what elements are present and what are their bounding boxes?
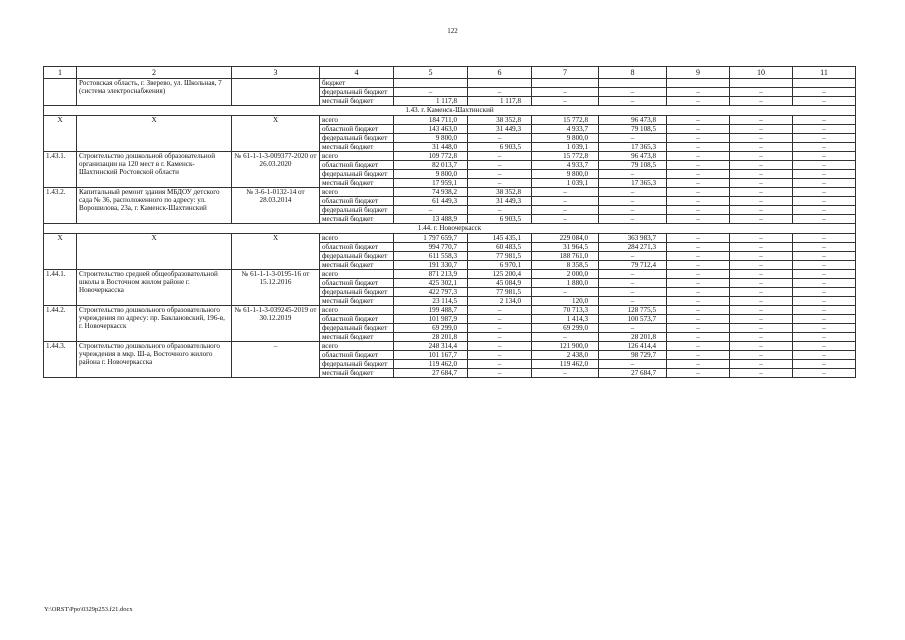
- funding-source: областной бюджет: [320, 315, 394, 324]
- header-row: [44, 67, 856, 79]
- amount-cell: –: [599, 270, 667, 279]
- amount-cell: –: [468, 342, 532, 351]
- amount-cell: –: [730, 88, 793, 97]
- funding-source: местный бюджет: [320, 261, 394, 270]
- amount-cell: –: [793, 188, 856, 197]
- amount-cell: –: [667, 234, 730, 243]
- amount-cell: –: [667, 179, 730, 188]
- amount-cell: –: [793, 315, 856, 324]
- table-row: [44, 306, 856, 315]
- amount-cell: [468, 79, 532, 88]
- item-number: 1.43.1.: [44, 152, 77, 188]
- amount-cell: [532, 79, 599, 88]
- amount-cell: –: [468, 179, 532, 188]
- amount-cell: 8 358,5: [532, 261, 599, 270]
- amount-cell: –: [730, 261, 793, 270]
- amount-cell: 79 108,5: [599, 161, 667, 170]
- funding-source: областной бюджет: [320, 125, 394, 134]
- amount-cell: 69 299,0: [394, 324, 468, 333]
- table-row: [44, 152, 856, 161]
- amount-cell: 1 117,8: [394, 97, 468, 106]
- amount-cell: 82 013,7: [394, 161, 468, 170]
- project-document: Х: [232, 234, 320, 270]
- amount-cell: 284 271,3: [599, 243, 667, 252]
- amount-cell: –: [394, 206, 468, 215]
- amount-cell: –: [730, 215, 793, 224]
- funding-source: федеральный бюджет: [320, 252, 394, 261]
- object-name: Х: [77, 234, 232, 270]
- section-title: 1.43. г. Каменск-Шахтинский: [44, 106, 856, 116]
- amount-cell: 77 981,5: [468, 288, 532, 297]
- funding-source: федеральный бюджет: [320, 324, 394, 333]
- page-number: 122: [447, 27, 458, 35]
- amount-cell: –: [793, 179, 856, 188]
- amount-cell: –: [793, 125, 856, 134]
- amount-cell: 31 448,0: [394, 143, 468, 152]
- amount-cell: –: [667, 134, 730, 143]
- amount-cell: –: [730, 134, 793, 143]
- file-path-footer: Y:\ORST\Ppo\0329p253.f21.docx: [44, 606, 133, 613]
- funding-source: федеральный бюджет: [320, 360, 394, 369]
- amount-cell: –: [667, 306, 730, 315]
- object-name: Строительство дошкольного образовательного учреждения в мкр. Ш-а, Восточного жилого района г. Новочеркасска: [77, 342, 232, 378]
- amount-cell: 17 365,3: [599, 143, 667, 152]
- table-row: [44, 270, 856, 279]
- amount-cell: 125 200,4: [468, 270, 532, 279]
- amount-cell: 100 573,7: [599, 315, 667, 324]
- amount-cell: –: [667, 197, 730, 206]
- funding-source: федеральный бюджет: [320, 170, 394, 179]
- funding-source: областной бюджет: [320, 243, 394, 252]
- amount-cell: –: [468, 306, 532, 315]
- amount-cell: –: [730, 270, 793, 279]
- amount-cell: –: [667, 152, 730, 161]
- funding-source: всего: [320, 152, 394, 161]
- amount-cell: –: [599, 252, 667, 261]
- amount-cell: 1 117,8: [468, 97, 532, 106]
- amount-cell: 363 983,7: [599, 234, 667, 243]
- table-row: [44, 79, 856, 88]
- amount-cell: –: [730, 333, 793, 342]
- object-name: Строительство дошкольной образовательной организации на 120 мест в г. Каменск-Шахтинский Ростовской области: [77, 152, 232, 188]
- amount-cell: –: [793, 252, 856, 261]
- amount-cell: 994 770,7: [394, 243, 468, 252]
- amount-cell: –: [793, 360, 856, 369]
- amount-cell: –: [793, 279, 856, 288]
- amount-cell: 191 330,7: [394, 261, 468, 270]
- amount-cell: 70 713,3: [532, 306, 599, 315]
- funding-source: областной бюджет: [320, 197, 394, 206]
- amount-cell: 17 365,3: [599, 179, 667, 188]
- funding-source: всего: [320, 270, 394, 279]
- project-document: № 3-6-1-0132-14 от 28.03.2014: [232, 188, 320, 224]
- amount-cell: 121 900,0: [532, 342, 599, 351]
- amount-cell: [730, 79, 793, 88]
- amount-cell: 6 903,5: [468, 143, 532, 152]
- amount-cell: 422 797,3: [394, 288, 468, 297]
- amount-cell: –: [793, 161, 856, 170]
- amount-cell: 1 414,3: [532, 315, 599, 324]
- amount-cell: 119 462,0: [394, 360, 468, 369]
- item-number: 1.43.2.: [44, 188, 77, 224]
- amount-cell: 96 473,8: [599, 152, 667, 161]
- section-title: 1.44. г. Новочеркасск: [44, 224, 856, 234]
- item-number: [44, 79, 77, 106]
- amount-cell: 119 462,0: [532, 360, 599, 369]
- amount-cell: –: [667, 88, 730, 97]
- amount-cell: 6 970,1: [468, 261, 532, 270]
- amount-cell: –: [599, 324, 667, 333]
- amount-cell: –: [730, 315, 793, 324]
- project-document: –: [232, 342, 320, 378]
- amount-cell: 109 772,8: [394, 152, 468, 161]
- amount-cell: –: [730, 206, 793, 215]
- section-row: [44, 224, 856, 234]
- funding-source: всего: [320, 116, 394, 125]
- amount-cell: –: [730, 161, 793, 170]
- amount-cell: –: [793, 116, 856, 125]
- amount-cell: –: [468, 360, 532, 369]
- amount-cell: –: [468, 333, 532, 342]
- funding-source: местный бюджет: [320, 369, 394, 378]
- amount-cell: 248 314,4: [394, 342, 468, 351]
- amount-cell: –: [730, 170, 793, 179]
- amount-cell: –: [468, 351, 532, 360]
- amount-cell: –: [667, 297, 730, 306]
- amount-cell: –: [667, 288, 730, 297]
- amount-cell: 31 449,3: [468, 197, 532, 206]
- amount-cell: –: [667, 252, 730, 261]
- amount-cell: –: [793, 134, 856, 143]
- project-document: № 61-1-1-3-0195-16 от 15.12.2016: [232, 270, 320, 306]
- amount-cell: 188 761,0: [532, 252, 599, 261]
- column-number: 9: [667, 67, 730, 79]
- amount-cell: 45 084,9: [468, 279, 532, 288]
- amount-cell: –: [667, 125, 730, 134]
- amount-cell: –: [730, 243, 793, 252]
- amount-cell: [394, 79, 468, 88]
- amount-cell: –: [730, 306, 793, 315]
- funding-source: всего: [320, 234, 394, 243]
- item-number: Х: [44, 116, 77, 152]
- amount-cell: –: [730, 197, 793, 206]
- funding-source: всего: [320, 306, 394, 315]
- item-number: 1.44.1.: [44, 270, 77, 306]
- amount-cell: –: [793, 97, 856, 106]
- item-number: 1.44.2.: [44, 306, 77, 342]
- object-name: Х: [77, 116, 232, 152]
- amount-cell: –: [793, 170, 856, 179]
- amount-cell: 98 729,7: [599, 351, 667, 360]
- amount-cell: 120,0: [532, 297, 599, 306]
- amount-cell: –: [468, 206, 532, 215]
- amount-cell: –: [532, 97, 599, 106]
- funding-source: федеральный бюджет: [320, 88, 394, 97]
- amount-cell: –: [468, 324, 532, 333]
- amount-cell: –: [667, 315, 730, 324]
- amount-cell: –: [730, 351, 793, 360]
- amount-cell: 6 903,5: [468, 215, 532, 224]
- amount-cell: 13 488,9: [394, 215, 468, 224]
- amount-cell: 1 039,1: [532, 143, 599, 152]
- funding-source: областной бюджет: [320, 161, 394, 170]
- amount-cell: –: [599, 88, 667, 97]
- amount-cell: –: [730, 97, 793, 106]
- amount-cell: –: [793, 270, 856, 279]
- amount-cell: –: [468, 134, 532, 143]
- amount-cell: 28 201,8: [599, 333, 667, 342]
- amount-cell: –: [468, 315, 532, 324]
- amount-cell: 60 483,5: [468, 243, 532, 252]
- item-number: 1.44.3.: [44, 342, 77, 378]
- amount-cell: –: [667, 342, 730, 351]
- amount-cell: –: [730, 152, 793, 161]
- budget-table: [43, 66, 856, 378]
- amount-cell: –: [793, 215, 856, 224]
- object-name: Капитальный ремонт здания МБДОУ детского сада № 36, расположенного по адресу: ул. Ворошилова, 23а, г. Каменск-Шахтинский: [77, 188, 232, 224]
- amount-cell: 27 684,7: [394, 369, 468, 378]
- column-number: 7: [532, 67, 599, 79]
- amount-cell: 425 302,1: [394, 279, 468, 288]
- column-number: 4: [320, 67, 394, 79]
- amount-cell: 4 933,7: [532, 161, 599, 170]
- amount-cell: –: [793, 152, 856, 161]
- amount-cell: –: [599, 188, 667, 197]
- amount-cell: –: [793, 333, 856, 342]
- amount-cell: –: [599, 279, 667, 288]
- amount-cell: –: [532, 288, 599, 297]
- funding-source: всего: [320, 342, 394, 351]
- amount-cell: –: [793, 143, 856, 152]
- amount-cell: 2 438,0: [532, 351, 599, 360]
- amount-cell: –: [394, 88, 468, 97]
- funding-source: всего: [320, 188, 394, 197]
- amount-cell: 229 084,0: [532, 234, 599, 243]
- column-number: 6: [468, 67, 532, 79]
- amount-cell: –: [599, 206, 667, 215]
- column-number: 5: [394, 67, 468, 79]
- amount-cell: –: [532, 369, 599, 378]
- amount-cell: 17 959,1: [394, 179, 468, 188]
- amount-cell: 145 435,1: [468, 234, 532, 243]
- table-row: [44, 234, 856, 243]
- amount-cell: –: [599, 288, 667, 297]
- amount-cell: –: [793, 88, 856, 97]
- funding-source: федеральный бюджет: [320, 206, 394, 215]
- project-document: [232, 79, 320, 106]
- amount-cell: –: [667, 97, 730, 106]
- amount-cell: –: [599, 170, 667, 179]
- funding-source: областной бюджет: [320, 279, 394, 288]
- amount-cell: 31 449,3: [468, 125, 532, 134]
- column-number: 8: [599, 67, 667, 79]
- amount-cell: –: [730, 288, 793, 297]
- funding-source: местный бюджет: [320, 297, 394, 306]
- amount-cell: 101 167,7: [394, 351, 468, 360]
- amount-cell: –: [667, 161, 730, 170]
- amount-cell: –: [730, 342, 793, 351]
- amount-cell: –: [532, 333, 599, 342]
- amount-cell: 1 880,0: [532, 279, 599, 288]
- amount-cell: –: [793, 243, 856, 252]
- amount-cell: 79 108,5: [599, 125, 667, 134]
- amount-cell: 128 775,5: [599, 306, 667, 315]
- amount-cell: –: [793, 206, 856, 215]
- amount-cell: 199 488,7: [394, 306, 468, 315]
- amount-cell: –: [793, 197, 856, 206]
- funding-source: местный бюджет: [320, 179, 394, 188]
- amount-cell: 28 201,8: [394, 333, 468, 342]
- amount-cell: –: [667, 360, 730, 369]
- amount-cell: –: [667, 324, 730, 333]
- amount-cell: 611 558,3: [394, 252, 468, 261]
- column-number: 10: [730, 67, 793, 79]
- amount-cell: 101 987,9: [394, 315, 468, 324]
- amount-cell: 1 797 659,7: [394, 234, 468, 243]
- table-row: [44, 342, 856, 351]
- funding-source: местный бюджет: [320, 215, 394, 224]
- object-name: Строительство дошкольного образовательного учреждения по адресу: пр. Баклановский, 196-в, г. Новочеркасск: [77, 306, 232, 342]
- amount-cell: –: [730, 324, 793, 333]
- amount-cell: –: [532, 197, 599, 206]
- amount-cell: –: [468, 161, 532, 170]
- amount-cell: –: [793, 342, 856, 351]
- amount-cell: –: [532, 188, 599, 197]
- amount-cell: –: [793, 234, 856, 243]
- amount-cell: –: [793, 324, 856, 333]
- amount-cell: –: [730, 234, 793, 243]
- column-number: 1: [44, 67, 77, 79]
- amount-cell: –: [667, 116, 730, 125]
- funding-source: федеральный бюджет: [320, 134, 394, 143]
- amount-cell: 126 414,4: [599, 342, 667, 351]
- amount-cell: 9 800,0: [394, 134, 468, 143]
- column-number: 2: [77, 67, 232, 79]
- funding-source: бюджет: [320, 79, 394, 88]
- amount-cell: –: [599, 360, 667, 369]
- amount-cell: –: [730, 125, 793, 134]
- project-document: № 61-1-1-3-009377-2020 от 26.03.2020: [232, 152, 320, 188]
- column-number: 11: [793, 67, 856, 79]
- amount-cell: 2 134,0: [468, 297, 532, 306]
- amount-cell: –: [793, 306, 856, 315]
- amount-cell: –: [599, 297, 667, 306]
- amount-cell: 9 800,0: [532, 134, 599, 143]
- amount-cell: –: [599, 197, 667, 206]
- object-name: Ростовская область, г. Зверево, ул. Школьная, 7 (система электроснабжения): [77, 79, 232, 106]
- amount-cell: –: [468, 88, 532, 97]
- amount-cell: –: [667, 270, 730, 279]
- amount-cell: –: [667, 351, 730, 360]
- amount-cell: –: [599, 97, 667, 106]
- project-document: Х: [232, 116, 320, 152]
- amount-cell: [793, 79, 856, 88]
- amount-cell: 15 772,8: [532, 152, 599, 161]
- amount-cell: –: [730, 179, 793, 188]
- amount-cell: 69 299,0: [532, 324, 599, 333]
- amount-cell: –: [793, 351, 856, 360]
- amount-cell: 38 352,8: [468, 116, 532, 125]
- amount-cell: 38 352,8: [468, 188, 532, 197]
- amount-cell: –: [667, 188, 730, 197]
- item-number: Х: [44, 234, 77, 270]
- amount-cell: 23 114,5: [394, 297, 468, 306]
- amount-cell: 1 039,1: [532, 179, 599, 188]
- amount-cell: –: [730, 116, 793, 125]
- amount-cell: –: [730, 369, 793, 378]
- amount-cell: –: [667, 243, 730, 252]
- amount-cell: –: [667, 261, 730, 270]
- amount-cell: –: [532, 206, 599, 215]
- amount-cell: 15 772,8: [532, 116, 599, 125]
- amount-cell: 9 800,0: [394, 170, 468, 179]
- column-number: 3: [232, 67, 320, 79]
- amount-cell: 79 712,4: [599, 261, 667, 270]
- amount-cell: –: [667, 215, 730, 224]
- amount-cell: –: [730, 143, 793, 152]
- amount-cell: 96 473,8: [599, 116, 667, 125]
- amount-cell: –: [793, 288, 856, 297]
- amount-cell: –: [730, 188, 793, 197]
- amount-cell: 77 981,5: [468, 252, 532, 261]
- amount-cell: –: [667, 333, 730, 342]
- funding-source: федеральный бюджет: [320, 288, 394, 297]
- table-row: [44, 116, 856, 125]
- funding-source: местный бюджет: [320, 333, 394, 342]
- amount-cell: [667, 79, 730, 88]
- amount-cell: –: [730, 279, 793, 288]
- amount-cell: –: [730, 297, 793, 306]
- amount-cell: 74 938,2: [394, 188, 468, 197]
- amount-cell: –: [667, 279, 730, 288]
- amount-cell: –: [468, 170, 532, 179]
- amount-cell: –: [532, 88, 599, 97]
- amount-cell: –: [793, 369, 856, 378]
- amount-cell: 27 684,7: [599, 369, 667, 378]
- amount-cell: 31 964,5: [532, 243, 599, 252]
- amount-cell: –: [599, 215, 667, 224]
- amount-cell: –: [730, 360, 793, 369]
- amount-cell: –: [667, 170, 730, 179]
- amount-cell: –: [667, 206, 730, 215]
- project-document: № 61-1-1-3-039245-2019 от 30.12.2019: [232, 306, 320, 342]
- amount-cell: [599, 79, 667, 88]
- amount-cell: –: [468, 369, 532, 378]
- amount-cell: –: [667, 369, 730, 378]
- amount-cell: –: [730, 252, 793, 261]
- amount-cell: 871 213,9: [394, 270, 468, 279]
- amount-cell: –: [793, 261, 856, 270]
- amount-cell: –: [599, 134, 667, 143]
- funding-source: местный бюджет: [320, 97, 394, 106]
- amount-cell: 143 463,0: [394, 125, 468, 134]
- amount-cell: –: [793, 297, 856, 306]
- amount-cell: 2 000,0: [532, 270, 599, 279]
- amount-cell: 184 711,0: [394, 116, 468, 125]
- object-name: Строительство средней общеобразовательной школы в Восточном жилом районе г. Новочеркасска: [77, 270, 232, 306]
- amount-cell: –: [532, 215, 599, 224]
- table-row: [44, 188, 856, 197]
- amount-cell: 9 800,0: [532, 170, 599, 179]
- amount-cell: –: [468, 152, 532, 161]
- amount-cell: 61 449,3: [394, 197, 468, 206]
- amount-cell: –: [667, 143, 730, 152]
- amount-cell: 4 933,7: [532, 125, 599, 134]
- funding-source: местный бюджет: [320, 143, 394, 152]
- funding-source: областной бюджет: [320, 351, 394, 360]
- section-row: [44, 106, 856, 116]
